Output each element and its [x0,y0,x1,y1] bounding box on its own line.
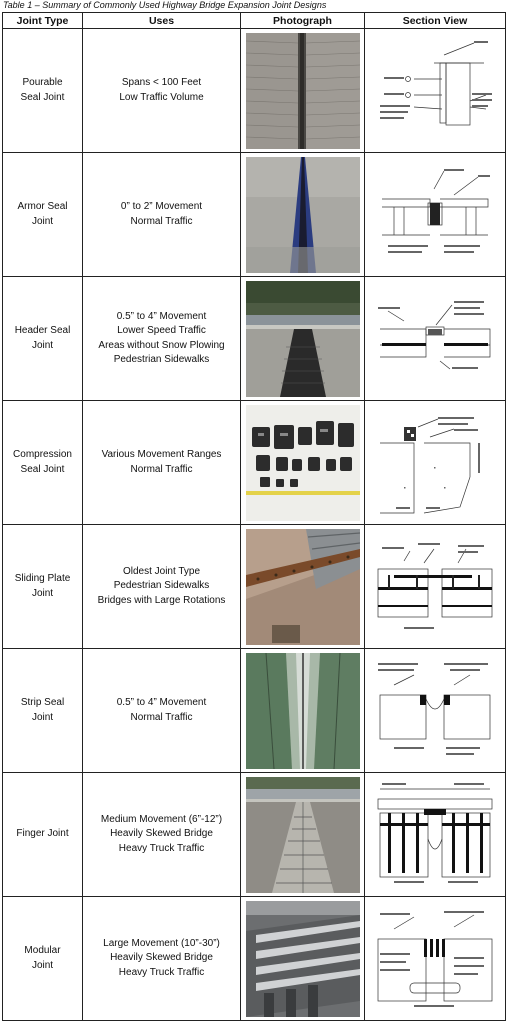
uses-line: Various Movement Ranges [101,449,222,460]
table-row [3,525,506,649]
uses-line: Heavily Skewed Bridge [110,828,213,840]
uses-line: Heavy Truck Traffic [118,966,205,978]
section-cell [365,773,506,897]
table-row [3,897,506,1021]
joint-type-line: Compression [13,449,72,460]
finger-joint-photo [246,777,360,893]
pourable-seal-section [374,35,496,147]
joint-type-line: Joint [31,587,54,599]
uses-cell [83,525,241,649]
joint-type-cell [3,897,83,1021]
joint-type-cell [3,525,83,649]
table-row [3,773,506,897]
uses-cell [83,277,241,401]
joint-type-line: Sliding Plate [14,573,71,584]
joint-type-cell [3,153,83,277]
header-row [3,13,506,29]
table-row [3,649,506,773]
modular-joint-photo [246,901,360,1017]
armor-seal-section [374,159,496,271]
uses-cell [83,29,241,153]
uses-cell [83,153,241,277]
section-cell [365,153,506,277]
uses-line: Medium Movement (6”-12”) [100,813,223,825]
photo-cell [241,153,365,277]
pourable-seal-photo [246,33,360,149]
uses-line: Areas without Snow Plowing [98,339,225,351]
header-photograph: Photograph [241,13,365,29]
header-uses: Uses [83,13,241,29]
sliding-plate-photo [246,529,360,645]
uses-line: Normal Traffic [130,463,193,475]
joint-type-cell [3,401,83,525]
uses-line: Pedestrian Sidewalks [113,354,210,365]
section-cell [365,649,506,773]
uses-line: Normal Traffic [130,215,193,227]
uses-line: 0.5” to 4” Movement [116,697,207,708]
uses-line: Large Movement (10”-30”) [103,937,220,949]
joint-summary-table [2,12,506,1021]
joint-type-line: Seal Joint [20,91,65,103]
joint-type-line: Pourable [22,77,63,88]
table-row [3,401,506,525]
uses-line: Oldest Joint Type [122,565,201,577]
header-section-view: Section View [365,13,506,29]
uses-cell [83,401,241,525]
section-cell [365,29,506,153]
table-row [3,277,506,401]
joint-type-line: Finger Joint [16,828,69,840]
uses-cell [83,649,241,773]
joint-type-cell [3,277,83,401]
section-cell [365,897,506,1021]
header-seal-photo [246,281,360,397]
modular-joint-section [374,903,496,1015]
joint-type-cell [3,29,83,153]
joint-type-line: Strip Seal [20,697,65,708]
photo-cell [241,773,365,897]
photo-cell [241,525,365,649]
photo-cell [241,29,365,153]
finger-joint-section [374,779,496,891]
joint-type-line: Seal Joint [20,463,65,475]
joint-type-line: Joint [31,959,54,971]
uses-line: Heavily Skewed Bridge [110,952,213,964]
strip-seal-section [374,655,496,767]
uses-line: Normal Traffic [130,711,193,723]
uses-cell [83,897,241,1021]
joint-type-line: Joint [31,339,54,351]
photo-cell [241,277,365,401]
header-seal-section [374,283,496,395]
uses-line: Spans < 100 Feet [121,77,202,88]
uses-line: Pedestrian Sidewalks [113,580,210,592]
uses-line: 0.5” to 4” Movement [116,310,207,322]
uses-line: Lower Speed Traffic [117,325,206,336]
joint-type-line: Joint [31,215,54,227]
joint-type-line: Joint [31,711,54,723]
uses-line: 0” to 2” Movement [120,201,203,212]
photo-cell [241,401,365,525]
joint-type-cell [3,649,83,773]
strip-seal-photo [246,653,360,769]
sliding-plate-section [374,531,496,643]
uses-line: Bridges with Large Rotations [97,594,226,606]
header-joint-type: Joint Type [3,13,83,29]
compression-seal-section [374,407,496,519]
joint-type-line: Armor Seal [17,201,68,212]
section-cell [365,401,506,525]
table-row [3,29,506,153]
armor-seal-photo [246,157,360,273]
table-row [3,153,506,277]
joint-type-line: Header Seal [14,325,71,336]
uses-cell [83,773,241,897]
joint-type-cell [3,773,83,897]
section-cell [365,277,506,401]
uses-line: Low Traffic Volume [119,91,204,103]
joint-type-line: Modular [24,945,61,956]
section-cell [365,525,506,649]
photo-cell [241,649,365,773]
compression-seal-photo [246,405,360,521]
table-caption: Table 1 – Summary of Commonly Used Highway Bridge Expansion Joint Designs [3,0,327,10]
uses-line: Heavy Truck Traffic [118,842,205,854]
photo-cell [241,897,365,1021]
